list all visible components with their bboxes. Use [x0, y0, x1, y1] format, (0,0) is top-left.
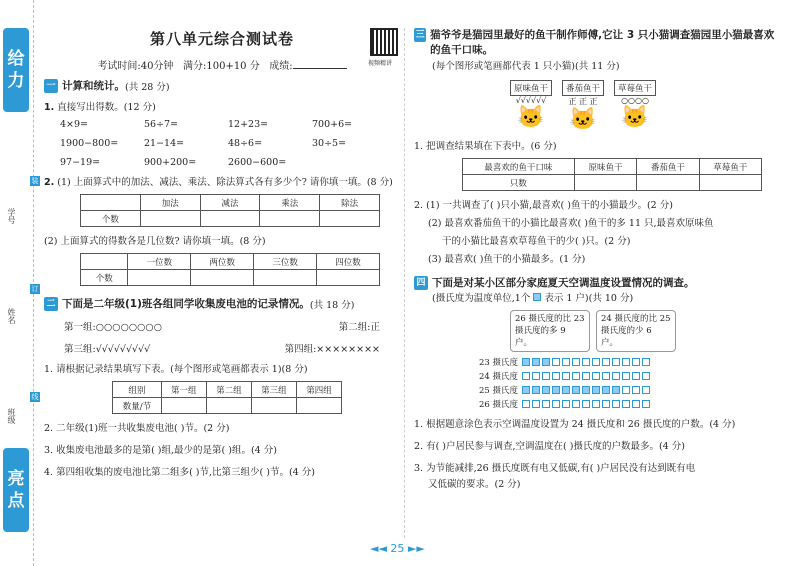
fish-option	[510, 80, 552, 132]
section-1-header	[44, 78, 400, 93]
household-cells	[522, 358, 650, 366]
section-points: (共 28 分)	[125, 81, 170, 93]
fish-mark: √√√√√√	[515, 96, 547, 105]
table-header: 一位数	[128, 254, 191, 270]
qr-code-icon[interactable]	[370, 28, 398, 56]
household-cell[interactable]	[642, 386, 650, 394]
table-header: 乘法	[260, 195, 320, 211]
household-cell[interactable]	[582, 358, 590, 366]
note-part: (摄氏度为温度单位,1个	[432, 293, 531, 304]
question-number: 2.	[44, 177, 55, 188]
household-cell[interactable]	[572, 372, 580, 380]
table-header: 原味鱼干	[574, 159, 636, 175]
section-title: 猫爷爷是猫园里最好的鱼干制作师傅,它让 3 只小猫调查猫园里小猫最喜欢的鱼干口味。	[430, 29, 775, 56]
side-top-badge	[3, 28, 29, 112]
household-cell[interactable]	[642, 400, 650, 408]
answer-cell[interactable]	[161, 398, 206, 414]
note-part: 表示 1 户)(共 10 分)	[544, 293, 634, 304]
side-bottom-char2: 点	[7, 491, 25, 511]
table-header	[81, 195, 141, 211]
group-record: 第二组:正	[338, 322, 380, 333]
question-text: 3. 收集废电池最多的是第( )组,最少的是第( )组。(4 分)	[44, 445, 277, 456]
group-record: 第四组:××××××××	[284, 344, 380, 355]
household-cell[interactable]	[612, 400, 620, 408]
answer-cell[interactable]	[254, 270, 317, 286]
question-text: 直接写出得数。(12 分)	[57, 102, 156, 113]
binding-mark: 装	[31, 177, 39, 185]
household-cells	[522, 400, 650, 408]
answer-cell[interactable]	[296, 398, 341, 414]
section-note: (每个图形或笔画都代表 1 只小猫)(共 11 分)	[432, 61, 620, 72]
section-3-header	[414, 28, 784, 58]
table-header	[81, 254, 128, 270]
answer-cell[interactable]	[699, 175, 761, 191]
household-cell[interactable]	[602, 400, 610, 408]
expression[interactable]: 700+6=	[312, 119, 353, 130]
page-title: 第八单元综合测试卷	[149, 30, 294, 48]
left-column	[44, 28, 400, 480]
table-header: 第三组	[251, 382, 296, 398]
household-cell[interactable]	[622, 400, 630, 408]
table-header: 四位数	[317, 254, 380, 270]
household-cell[interactable]	[562, 386, 570, 394]
household-cell[interactable]	[632, 400, 640, 408]
table-header: 第二组	[206, 382, 251, 398]
household-cell[interactable]	[552, 358, 560, 366]
household-cell[interactable]	[632, 386, 640, 394]
battery-table	[112, 381, 342, 414]
answer-cell[interactable]	[191, 270, 254, 286]
household-cells	[522, 386, 650, 394]
household-cell[interactable]	[612, 386, 620, 394]
expression[interactable]: 56÷7=	[144, 119, 179, 130]
section-title: 计算和统计。	[62, 80, 125, 92]
question-text: (2) 最喜欢番茄鱼干的小猫比最喜欢( )鱼干的多 11 只,最喜欢原味鱼	[428, 218, 714, 229]
table-header: 两位数	[191, 254, 254, 270]
exam-result-label: 成绩:	[269, 61, 293, 72]
exam-info	[44, 57, 400, 72]
expression[interactable]: 97−19=	[60, 157, 101, 168]
household-cell[interactable]	[612, 358, 620, 366]
household-cell[interactable]	[552, 400, 560, 408]
household-cell[interactable]	[622, 358, 630, 366]
exam-time: 考试时间:40分钟	[97, 61, 174, 72]
section-points: (共 18 分)	[309, 299, 355, 311]
household-cell[interactable]	[622, 372, 630, 380]
cat-icon: 🐱	[517, 105, 545, 130]
section-badge: 一	[44, 79, 58, 93]
right-column	[414, 28, 784, 492]
answer-cell[interactable]	[140, 211, 200, 227]
household-cell[interactable]	[572, 358, 580, 366]
household-cell[interactable]	[542, 386, 550, 394]
table-header: 三位数	[254, 254, 317, 270]
fish-label: 番茄鱼干	[562, 80, 604, 96]
side-top-char2: 力	[7, 71, 25, 91]
household-cell[interactable]	[642, 358, 650, 366]
table-header: 组别	[113, 382, 162, 398]
household-cell[interactable]	[522, 400, 530, 408]
fish-label: 原味鱼干	[510, 80, 552, 96]
household-cell[interactable]	[642, 372, 650, 380]
question	[44, 176, 400, 190]
fish-option	[562, 80, 604, 132]
table-header: 减法	[200, 195, 260, 211]
household-cell[interactable]	[612, 372, 620, 380]
arithmetic-grid	[60, 119, 400, 168]
expression[interactable]: 48÷6=	[228, 138, 263, 149]
answer-cell[interactable]	[128, 270, 191, 286]
question-text: 2. 有( )户居民参与调查,空调温度在( )摄氏度的户数最多。(4 分)	[414, 441, 685, 452]
household-cell[interactable]	[562, 358, 570, 366]
temperature-row	[468, 384, 784, 396]
expression[interactable]: 12+23=	[228, 119, 269, 130]
household-cell[interactable]	[602, 358, 610, 366]
group-record: 第一组:○○○○○○○○	[64, 322, 163, 333]
speech-bubbles	[510, 310, 784, 352]
household-cell[interactable]	[572, 400, 580, 408]
table-row-label: 个数	[81, 211, 141, 227]
household-cells	[522, 372, 650, 380]
answer-cell[interactable]	[317, 270, 380, 286]
operation-count-table	[80, 194, 380, 227]
table-header: 番茄鱼干	[637, 159, 699, 175]
expression[interactable]: 2600−600=	[228, 157, 287, 168]
household-cell[interactable]	[632, 372, 640, 380]
speech-bubble: 24 摄氏度的比 25 摄氏度的少 6 户。	[596, 310, 676, 352]
household-cell[interactable]	[532, 400, 540, 408]
table-row-label: 数量/节	[113, 398, 162, 414]
question-text: 3. 为节能减排,26 摄氏度既有电又低碳,有( )户居民没有达到既有电	[414, 463, 696, 474]
question-text: (3) 最喜欢( )鱼干的小猫最多。(1 分)	[428, 254, 586, 265]
household-cell[interactable]	[582, 400, 590, 408]
question-text: 2. (1) 一共调查了( )只小猫,最喜欢( )鱼干的小猫最少。(2 分)	[414, 200, 673, 211]
answer-cell[interactable]	[200, 211, 260, 227]
question	[44, 101, 400, 115]
binding-mark: 线	[31, 393, 39, 401]
household-cell[interactable]	[592, 400, 600, 408]
household-cell[interactable]	[582, 386, 590, 394]
household-cell[interactable]	[532, 358, 540, 366]
table-header: 除法	[320, 195, 380, 211]
fish-survey-figure	[510, 80, 784, 132]
section-badge: 二	[44, 297, 58, 311]
household-cell[interactable]	[562, 372, 570, 380]
household-cell[interactable]	[562, 400, 570, 408]
record-row	[44, 341, 400, 355]
question-text: (2) 上面算式的得数各是几位数? 请你填一填。(8 分)	[44, 236, 266, 247]
temperature-row	[468, 398, 784, 410]
temperature-label: 26 摄氏度	[478, 400, 518, 410]
table-header: 草莓鱼干	[699, 159, 761, 175]
question-text: 1. 请根据记录结果填写下表。(每个图形或笔画都表示 1)(8 分)	[44, 364, 308, 375]
household-cell[interactable]	[522, 372, 530, 380]
household-cell[interactable]	[592, 358, 600, 366]
record-row	[44, 319, 400, 333]
temperature-row	[468, 370, 784, 382]
household-cell[interactable]	[572, 386, 580, 394]
section-note	[432, 292, 784, 306]
answer-cell[interactable]	[260, 211, 320, 227]
expression[interactable]: 21−14=	[144, 138, 185, 149]
fish-table	[462, 158, 762, 191]
table-header: 第四组	[296, 382, 341, 398]
household-cell[interactable]	[522, 358, 530, 366]
household-cell[interactable]	[522, 386, 530, 394]
question-text: 2. 二年级(1)班一共收集废电池( )节。(2 分)	[44, 423, 230, 434]
household-cell[interactable]	[582, 372, 590, 380]
temperature-label: 25 摄氏度	[478, 386, 518, 396]
table-row-label: 只数	[463, 175, 575, 191]
question-text: 又低碳的要求。(2 分)	[428, 479, 521, 490]
section-badge: 三	[415, 30, 425, 40]
question-text: (1) 上面算式中的加法、减法、乘法、除法算式各有多少个? 请你填一填。(8 分)	[57, 177, 393, 188]
expression[interactable]: 4×9=	[60, 119, 89, 130]
temperature-row	[468, 356, 784, 368]
page-number: ◄◄ 25 ►►	[370, 542, 425, 555]
household-cell[interactable]	[602, 372, 610, 380]
fish-mark: 正 正 正	[568, 97, 598, 106]
household-cell[interactable]	[552, 386, 560, 394]
cat-icon: 🐱	[569, 107, 597, 132]
household-cell[interactable]	[592, 386, 600, 394]
binding-strip	[0, 0, 39, 566]
household-cell[interactable]	[542, 400, 550, 408]
qr-label: 视频精讲	[368, 60, 393, 67]
household-cell[interactable]	[532, 372, 540, 380]
section-4-header	[414, 275, 784, 290]
temperature-label: 24 摄氏度	[478, 372, 518, 382]
question-number: 1.	[44, 102, 55, 113]
household-cell[interactable]	[542, 358, 550, 366]
temperature-chart	[468, 356, 784, 410]
class-label: 班级	[7, 408, 16, 424]
question-text: 1. 把调查结果填在下表中。(6 分)	[414, 141, 557, 152]
answer-cell[interactable]	[206, 398, 251, 414]
section-badge: 四	[414, 276, 428, 290]
household-cell[interactable]	[532, 386, 540, 394]
question-text: 4. 第四组收集的废电池比第二组多( )节,比第三组少( )节。(4 分)	[44, 467, 315, 478]
table-header: 第一组	[161, 382, 206, 398]
answer-cell[interactable]	[574, 175, 636, 191]
household-cell[interactable]	[622, 386, 630, 394]
expression[interactable]: 900+200=	[144, 157, 197, 168]
question-text: 干的小猫比最喜欢草莓鱼干的少( )只。(2 分)	[442, 236, 631, 247]
page-divider	[404, 28, 405, 538]
side-bottom-badge	[3, 448, 29, 532]
answer-cell[interactable]	[637, 175, 699, 191]
household-cell[interactable]	[542, 372, 550, 380]
fish-mark: ○○○○	[621, 96, 649, 105]
answer-cell[interactable]	[320, 211, 380, 227]
result-blank[interactable]	[293, 68, 347, 69]
household-cell[interactable]	[632, 358, 640, 366]
question-text: 1. 根据题意涂色表示空调温度设置为 24 摄氏度和 26 摄氏度的户数。(4 分)	[414, 419, 736, 430]
student-number-label: 学号	[7, 208, 16, 224]
fish-label: 草莓鱼干	[614, 80, 656, 96]
side-top-char1: 给	[7, 49, 25, 69]
speech-bubble: 26 摄氏度的比 23 摄氏度的多 9 户。	[510, 310, 590, 352]
digit-count-table	[80, 253, 380, 286]
section-title: 下面是二年级(1)班各组同学收集废电池的记录情况。	[62, 298, 310, 310]
table-header: 加法	[140, 195, 200, 211]
section-2-header	[44, 296, 400, 311]
expression[interactable]: 30÷5=	[312, 138, 347, 149]
side-bottom-char1: 亮	[7, 469, 25, 489]
expression[interactable]: 1900−800=	[60, 138, 119, 149]
table-row-label: 个数	[81, 270, 128, 286]
student-name-label: 姓名	[7, 308, 16, 324]
table-header: 最喜欢的鱼干口味	[463, 159, 575, 175]
answer-cell[interactable]	[251, 398, 296, 414]
temperature-label: 23 摄氏度	[478, 358, 518, 368]
binding-mark: 订	[31, 285, 39, 293]
household-cell[interactable]	[592, 372, 600, 380]
unit-cell-icon	[533, 293, 541, 301]
section-title: 下面是对某小区部分家庭夏天空调温度设置情况的调查。	[432, 277, 695, 289]
exam-full-score: 满分:100+10 分	[182, 61, 260, 72]
group-record: 第三组:√√√√√√√√√	[64, 344, 151, 355]
cat-icon: 🐱	[621, 105, 649, 130]
fish-option	[614, 80, 656, 132]
household-cell[interactable]	[552, 372, 560, 380]
household-cell[interactable]	[602, 386, 610, 394]
